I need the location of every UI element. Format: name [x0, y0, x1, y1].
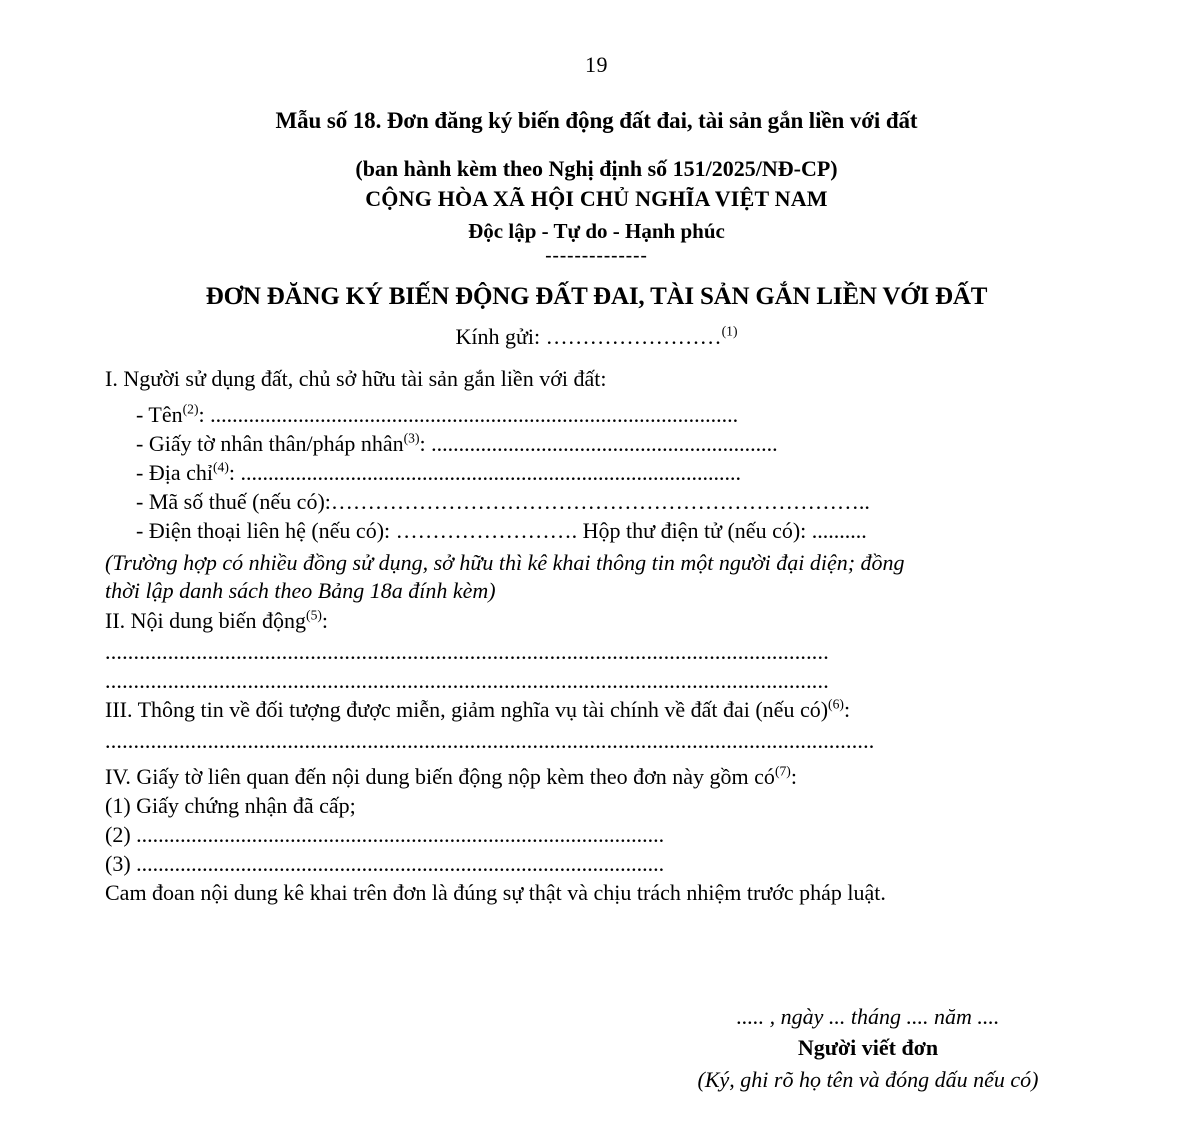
- field-address-label: - Địa chỉ: [136, 460, 213, 486]
- spacer: [105, 393, 1093, 400]
- signature-date-line[interactable]: ..... , ngày ... tháng .... năm ....: [736, 1003, 1000, 1029]
- section-2-heading: [105, 606, 1093, 635]
- section-3-footnote-ref: (6): [828, 696, 844, 712]
- field-tax-code-row: [105, 487, 1093, 516]
- attachment-item: [105, 849, 1093, 878]
- attachment-item-input-dots[interactable]: ................................................................................................: [136, 850, 665, 876]
- attachment-item: [105, 820, 1093, 849]
- multi-owner-note-line-1: (Trường hợp có nhiều đồng sử dụng, sở hữu thì kê khai thông tin một người đại diện; đồng: [105, 550, 905, 576]
- commitment-statement: Cam đoan nội dung kê khai trên đơn là đúng sự thật và chịu trách nhiệm trước pháp luật.: [105, 879, 886, 905]
- signature-block: [653, 1002, 1083, 1094]
- field-name-colon: :: [198, 402, 205, 428]
- recipient-label: Kính gửi:: [455, 323, 541, 349]
- attachment-item-text: Giấy chứng nhận đã cấp;: [136, 792, 356, 818]
- recipient-dots: ……………………: [545, 323, 722, 349]
- dash-separator: --------------: [545, 245, 648, 266]
- section-3-heading-text: III. Thông tin về đối tượng được miễn, giảm nghĩa vụ tài chính về đất đai (nếu có): [105, 696, 829, 722]
- field-contact-row: [105, 516, 1093, 545]
- field-name-row: [105, 400, 1093, 429]
- field-address-row: [105, 458, 1093, 487]
- signature-role-label: Người viết đơn: [797, 1035, 939, 1061]
- field-address-input-dots[interactable]: ...........................................................................................: [240, 460, 741, 486]
- document-title: ĐƠN ĐĂNG KÝ BIẾN ĐỘNG ĐẤT ĐAI, TÀI SẢN GẮN LIỀN VỚI ĐẤT: [205, 282, 988, 310]
- field-email-input-dots[interactable]: ..........: [811, 518, 867, 544]
- field-phone-input-dots[interactable]: …………………….: [395, 518, 578, 544]
- section-2-blank-line[interactable]: ...............................................................................................................................: [105, 638, 829, 664]
- section-2-footnote-ref: (5): [306, 607, 322, 623]
- field-identity-doc-colon: :: [419, 431, 426, 457]
- field-name-input-dots[interactable]: ................................................................................................: [210, 402, 739, 428]
- page-number: 19: [585, 52, 608, 77]
- field-name-label: - Tên: [136, 402, 183, 428]
- section-4-heading: [105, 762, 1093, 791]
- multi-owner-note: [105, 549, 1093, 605]
- signature-instruction: (Ký, ghi rõ họ tên và đóng dấu nếu có): [697, 1066, 1039, 1092]
- section-2-blank-line[interactable]: ...............................................................................................................................: [105, 667, 829, 693]
- attachment-item-number: (2): [105, 821, 131, 847]
- recipient-line: [0, 324, 1193, 350]
- section-4-heading-text: IV. Giấy tờ liên quan đến nội dung biến động nộp kèm theo đơn này gồm có: [105, 763, 775, 789]
- decree-reference: (ban hành kèm theo Nghị định số 151/2025/NĐ-CP): [355, 156, 838, 181]
- form-title: Mẫu số 18. Đơn đăng ký biến động đất đai, tài sản gắn liền với đất: [275, 108, 918, 133]
- section-4-heading-colon: :: [790, 763, 797, 789]
- field-identity-doc-footnote-ref: (3): [403, 430, 420, 446]
- section-3-heading: [105, 695, 1093, 724]
- form-body: [105, 364, 1093, 907]
- section-1-heading: I. Người sử dụng đất, chủ sở hữu tài sản gắn liền với đất:: [105, 366, 607, 391]
- field-email-label: Hộp thư điện tử (nếu có):: [582, 518, 807, 544]
- field-name-footnote-ref: (2): [182, 401, 199, 417]
- section-3-blank-line[interactable]: .......................................................................................................................................: [105, 727, 875, 753]
- spacer: [105, 755, 1093, 762]
- multi-owner-note-line-2: thời lập danh sách theo Bảng 18a đính kèm): [105, 578, 496, 604]
- section-3-heading-colon: :: [843, 696, 851, 722]
- attachment-item-number: (1): [105, 792, 131, 818]
- attachment-item-input-dots[interactable]: ................................................................................................: [136, 821, 665, 847]
- field-address-footnote-ref: (4): [212, 459, 229, 475]
- field-identity-doc-input-dots[interactable]: ...............................................................: [431, 431, 778, 457]
- national-heading: CỘNG HÒA XÃ HỘI CHỦ NGHĨA VIỆT NAM: [365, 186, 828, 211]
- field-tax-code-colon: :: [324, 489, 331, 515]
- field-tax-code-input-dots[interactable]: ………………………………………………………………..: [330, 489, 870, 515]
- field-phone-label: - Điện thoại liên hệ (nếu có):: [136, 518, 391, 544]
- section-4-footnote-ref: (7): [774, 763, 791, 779]
- attachment-item: [105, 791, 1093, 820]
- section-2-heading-text: II. Nội dung biến động: [105, 607, 307, 633]
- field-address-colon: :: [228, 460, 235, 486]
- section-2-heading-colon: :: [321, 607, 329, 633]
- field-identity-doc-label: - Giấy tờ nhân thân/pháp nhân: [136, 431, 404, 457]
- field-tax-code-label: - Mã số thuế (nếu có): [136, 489, 325, 515]
- field-identity-doc-row: [105, 429, 1093, 458]
- attachment-item-number: (3): [105, 850, 131, 876]
- recipient-footnote-ref: (1): [721, 323, 738, 339]
- national-motto: Độc lập - Tự do - Hạnh phúc: [468, 219, 725, 243]
